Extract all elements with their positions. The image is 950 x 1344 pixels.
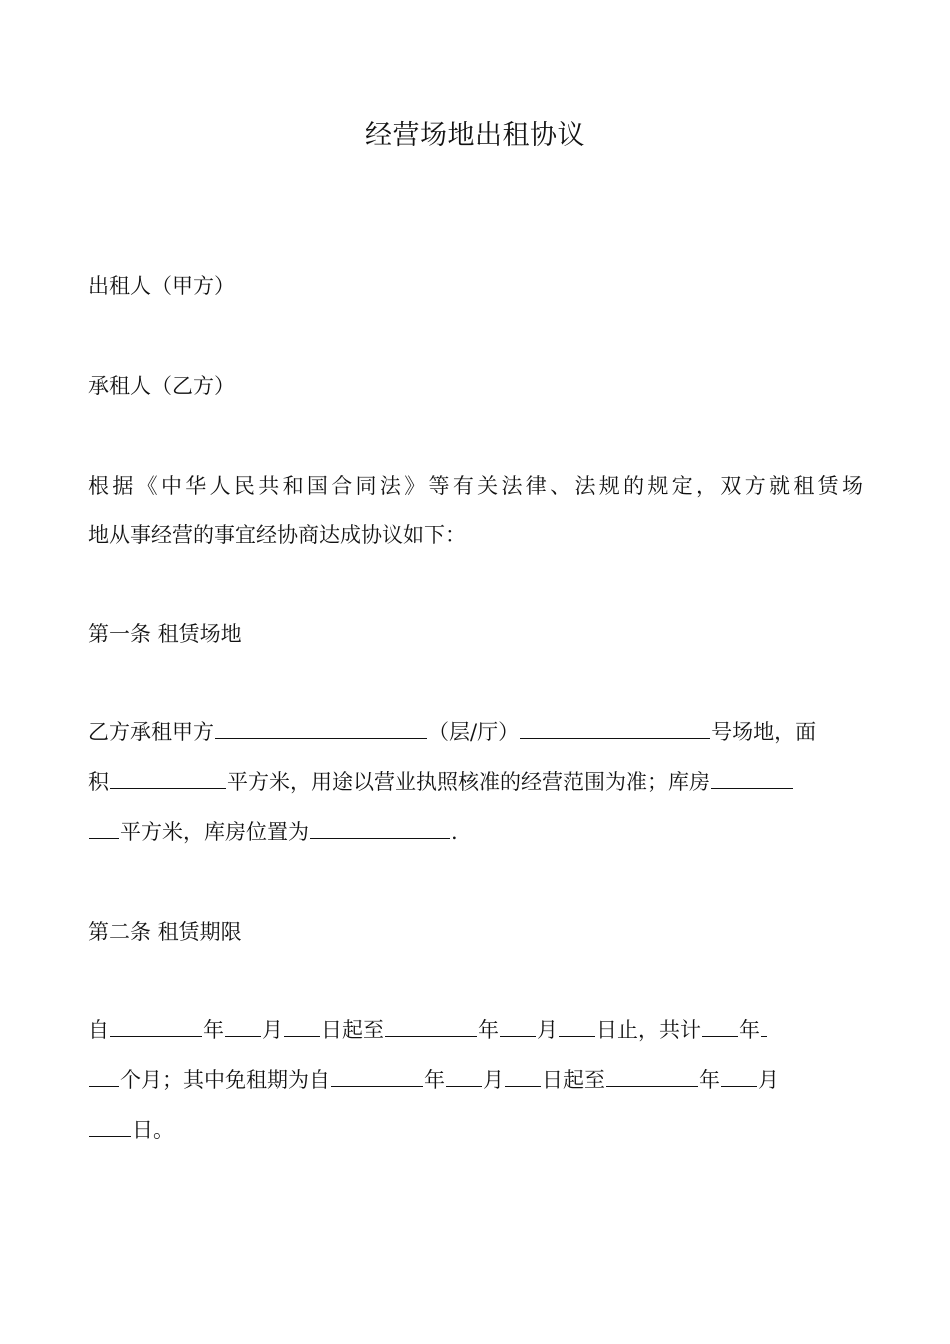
fill-blank-free-start-day[interactable] bbox=[505, 1066, 541, 1087]
article1-text: 号场地，面 bbox=[711, 720, 817, 744]
lessee-line: 承租人（乙方） bbox=[88, 374, 235, 398]
fill-blank-free-start-month[interactable] bbox=[446, 1066, 482, 1087]
article1-heading: 第一条 租赁场地 bbox=[88, 622, 242, 646]
article1-text: 平方米，库房位置为 bbox=[120, 820, 309, 844]
article2-text: 年 bbox=[699, 1068, 720, 1092]
article2-text: 月 bbox=[537, 1018, 558, 1042]
fill-blank-start-year[interactable] bbox=[110, 1016, 202, 1037]
article2-text: 日起至 bbox=[542, 1068, 605, 1092]
article2-line-3 bbox=[88, 1115, 174, 1145]
article2-text: 年 bbox=[478, 1018, 499, 1042]
fill-blank-storage-location[interactable] bbox=[310, 818, 450, 839]
fill-blank-free-end-year[interactable] bbox=[606, 1066, 698, 1087]
fill-blank-total-years[interactable] bbox=[702, 1016, 738, 1037]
article1-text: 积 bbox=[88, 770, 109, 794]
fill-blank-storage-area-cont[interactable] bbox=[89, 818, 119, 839]
fill-blank-storage-area[interactable] bbox=[711, 768, 793, 789]
article2-heading: 第二条 租赁期限 bbox=[88, 920, 242, 944]
article2-text: 自 bbox=[88, 1018, 109, 1042]
article2-text: 年 bbox=[424, 1068, 445, 1092]
article2-text: 日起至 bbox=[321, 1018, 384, 1042]
fill-blank-free-start-year[interactable] bbox=[331, 1066, 423, 1087]
article1-line-3 bbox=[88, 817, 458, 847]
fill-blank-total-months[interactable] bbox=[761, 1016, 767, 1037]
article1-text: . bbox=[451, 820, 458, 844]
fill-blank-site-number[interactable] bbox=[520, 718, 710, 739]
fill-blank-end-month[interactable] bbox=[500, 1016, 536, 1037]
article2-text: 日止，共计 bbox=[596, 1018, 701, 1042]
fill-blank-start-month[interactable] bbox=[225, 1016, 261, 1037]
fill-blank-free-end-month[interactable] bbox=[721, 1066, 757, 1087]
intro-text-1: 根据《中华人民共和国合同法》等有关法律、法规的规定，双方就租赁场 bbox=[88, 474, 863, 498]
fill-blank-total-months-cont[interactable] bbox=[89, 1066, 119, 1087]
article1-text: 乙方承租甲方 bbox=[88, 720, 214, 744]
intro-line-2: 地从事经营的事宜经协商达成协议如下： bbox=[88, 523, 466, 547]
article2-text: 月 bbox=[262, 1018, 283, 1042]
fill-blank-free-end-day[interactable] bbox=[89, 1116, 131, 1137]
article2-text: 个月；其中免租期为自 bbox=[120, 1068, 330, 1092]
fill-blank-floor[interactable] bbox=[215, 718, 427, 739]
fill-blank-end-day[interactable] bbox=[559, 1016, 595, 1037]
article2-text: 年 bbox=[203, 1018, 224, 1042]
article2-line-1 bbox=[88, 1015, 768, 1045]
lessor-line: 出租人（甲方） bbox=[88, 274, 235, 298]
fill-blank-area[interactable] bbox=[110, 768, 226, 789]
article1-text: 平方米，用途以营业执照核准的经营范围为准；库房 bbox=[227, 770, 710, 794]
fill-blank-end-year[interactable] bbox=[385, 1016, 477, 1037]
article1-line-2 bbox=[88, 767, 794, 797]
article1-text: （层/厅） bbox=[428, 720, 520, 744]
document-title: 经营场地出租协议 bbox=[365, 120, 585, 151]
article2-text: 日。 bbox=[132, 1118, 174, 1142]
article2-text: 年 bbox=[739, 1018, 760, 1042]
fill-blank-start-day[interactable] bbox=[284, 1016, 320, 1037]
article2-text: 月 bbox=[758, 1068, 779, 1092]
article2-line-2 bbox=[88, 1065, 779, 1095]
intro-line-1 bbox=[88, 471, 863, 501]
article2-text: 月 bbox=[483, 1068, 504, 1092]
article1-line-1 bbox=[88, 717, 816, 747]
